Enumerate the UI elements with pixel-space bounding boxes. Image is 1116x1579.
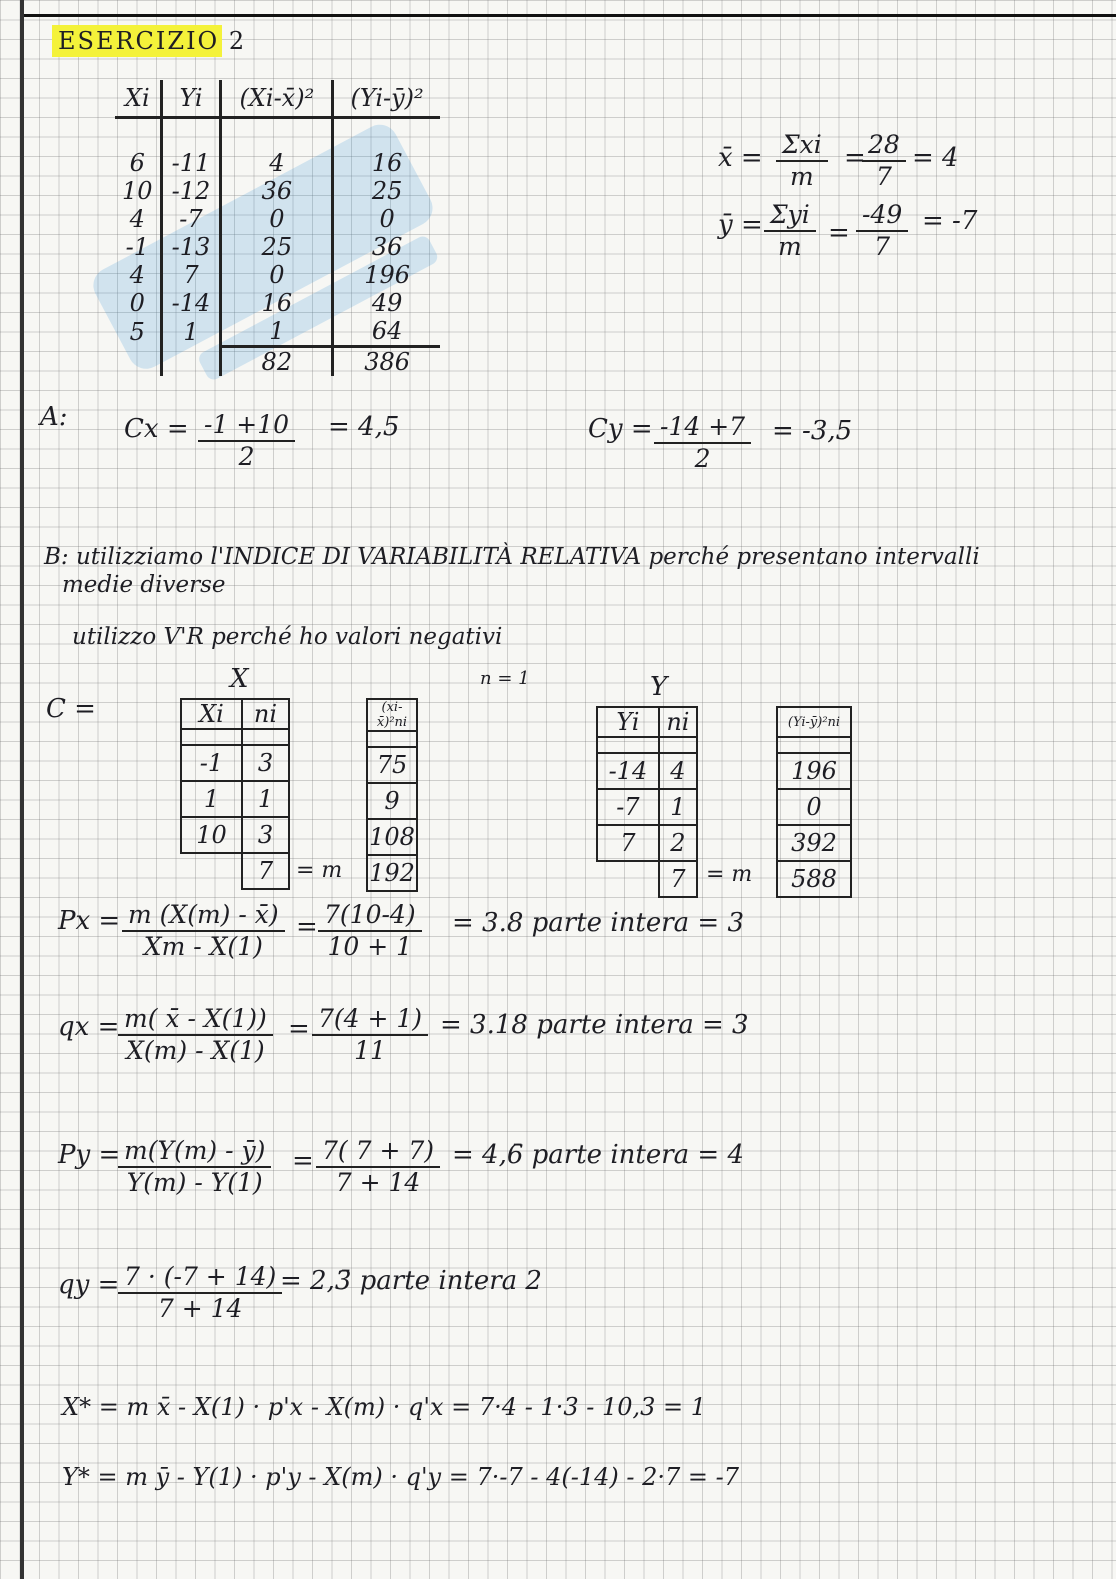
cy-frac bbox=[654, 412, 751, 474]
mean-x-lhs: x̄ = bbox=[718, 143, 763, 173]
mean-y-den2: 7 bbox=[874, 232, 891, 261]
py-num: m(Y(m) - ȳ) bbox=[118, 1136, 271, 1168]
qy-den: 7 + 14 bbox=[157, 1294, 243, 1323]
cell: -1 bbox=[181, 745, 242, 781]
x-sq-dev-table bbox=[366, 698, 418, 892]
cell: 196 bbox=[333, 261, 440, 289]
table-row bbox=[115, 149, 440, 177]
px-result: = 3.8 parte intera = 3 bbox=[452, 908, 745, 938]
table-row bbox=[115, 317, 440, 347]
cell: Xi bbox=[181, 699, 242, 729]
col-header-yi: Yi bbox=[161, 80, 221, 118]
cell: 0 bbox=[129, 289, 145, 317]
table-row bbox=[115, 289, 440, 317]
cell: ni bbox=[242, 699, 289, 729]
y-table-title: Y bbox=[650, 672, 668, 702]
qy-result: = 2,3̄ parte intera 2 bbox=[280, 1266, 542, 1296]
cell: 0 bbox=[221, 261, 333, 289]
mean-y-frac bbox=[764, 200, 816, 262]
y-eq-m: = m bbox=[706, 862, 753, 887]
cell: 6 bbox=[129, 149, 145, 177]
table-row bbox=[115, 177, 440, 205]
px-frac bbox=[122, 900, 285, 962]
cell: 16 bbox=[333, 149, 440, 177]
col-header-xi: Xi bbox=[115, 80, 161, 118]
qx-frac2 bbox=[312, 1004, 428, 1066]
part-b-line1: B: utilizziamo l'INDICE DI VARIABILITÀ RELATIVA perché presentano intervalli bbox=[44, 544, 980, 570]
mean-y-lhs: ȳ = bbox=[718, 210, 763, 240]
cell: 25 bbox=[333, 177, 440, 205]
cell: -14 bbox=[161, 289, 221, 317]
mean-x-eq: = bbox=[844, 143, 866, 173]
py-den: Y(m) - Y(1) bbox=[126, 1168, 263, 1197]
cell: 36 bbox=[333, 233, 440, 261]
py-den2: 7 + 14 bbox=[335, 1168, 421, 1197]
cell: 5 bbox=[129, 317, 145, 346]
cell: 1 bbox=[221, 317, 333, 347]
mean-y-num2: -49 bbox=[856, 200, 908, 232]
cell: 7 bbox=[597, 825, 659, 861]
cell: 9 bbox=[367, 783, 417, 819]
cx-result: = 4,5 bbox=[328, 412, 400, 442]
table-row bbox=[115, 205, 440, 233]
cell: -14 bbox=[597, 753, 659, 789]
cell: -1 bbox=[125, 233, 149, 261]
cell: 36 bbox=[221, 177, 333, 205]
cell: 2 bbox=[659, 825, 697, 861]
qy-num: 7 · (-7 + 14) bbox=[118, 1262, 282, 1294]
qx-eq: = bbox=[288, 1014, 310, 1044]
table-total-row bbox=[115, 347, 440, 377]
mean-y-den: m bbox=[778, 232, 802, 261]
cell: (Yi-ȳ)²ni bbox=[777, 707, 851, 737]
cell: 0 bbox=[221, 205, 333, 233]
cell: 1 bbox=[161, 317, 221, 347]
mean-x-num2: 28 bbox=[862, 130, 906, 162]
cell: 16 bbox=[221, 289, 333, 317]
cell: 3 bbox=[242, 745, 289, 781]
cell: 25 bbox=[221, 233, 333, 261]
px-den: Xm - X(1) bbox=[143, 932, 263, 961]
mean-x-frac bbox=[776, 130, 828, 192]
cell: -12 bbox=[161, 177, 221, 205]
cell: ni bbox=[659, 707, 697, 737]
px-eq: = bbox=[296, 912, 318, 942]
part-c-label: C = bbox=[46, 694, 96, 724]
px-num2: 7(10-4) bbox=[318, 900, 422, 932]
x-n-total: 7 bbox=[242, 853, 289, 889]
cell: 4 bbox=[659, 753, 697, 789]
cx-frac bbox=[198, 410, 295, 472]
cell: 4 bbox=[221, 149, 333, 177]
total-x-dev: 82 bbox=[221, 347, 333, 377]
qx-num: m( x̄ - X(1)) bbox=[118, 1004, 273, 1036]
mean-x-den: m bbox=[790, 162, 814, 191]
cell: 1 bbox=[181, 781, 242, 817]
page-left-edge bbox=[20, 0, 24, 1579]
cell: 196 bbox=[777, 753, 851, 789]
cell: -13 bbox=[161, 233, 221, 261]
px-lhs: Px = bbox=[58, 906, 121, 936]
cell: 4 bbox=[129, 205, 145, 233]
cell: 64 bbox=[333, 317, 440, 347]
cell: 1 bbox=[659, 789, 697, 825]
x-sq-total: 192 bbox=[367, 855, 417, 891]
px-num: m (X(m) - x̄) bbox=[122, 900, 285, 932]
cell: 7 bbox=[161, 261, 221, 289]
cell: 0 bbox=[777, 789, 851, 825]
mean-x-num: Σxi bbox=[776, 130, 828, 162]
py-num2: 7( 7 + 7) bbox=[316, 1136, 440, 1168]
part-b-line2: medie diverse bbox=[62, 572, 226, 598]
cell: -7 bbox=[597, 789, 659, 825]
mean-y-num: Σyi bbox=[764, 200, 816, 232]
cx-num: -1 +10 bbox=[198, 410, 295, 442]
y-sq-dev-table bbox=[776, 706, 852, 898]
x-eq-m: = m bbox=[296, 858, 343, 883]
y-star-line: Y* = m ȳ - Y(1) · p'y - X(m) · q'y = 7·-7 - 4(-14) - 2·7 = -7 bbox=[62, 1463, 740, 1491]
col-header-x-dev: (Xi-x̄)² bbox=[221, 80, 333, 118]
mean-y-frac2 bbox=[856, 200, 908, 262]
cx-lhs: Cx = bbox=[124, 414, 189, 444]
cell: Yi bbox=[597, 707, 659, 737]
cy-den: 2 bbox=[694, 444, 711, 473]
cell: 10 bbox=[122, 177, 153, 205]
mean-x-den2: 7 bbox=[875, 162, 892, 191]
col-header-y-dev: (Yi-ȳ)² bbox=[333, 80, 440, 118]
x-star-line: X* = m x̄ - X(1) · p'x - X(m) · q'x = 7·4 - 1·3 - 10,3 = 1 bbox=[62, 1393, 707, 1421]
qy-frac bbox=[118, 1262, 282, 1324]
qx-frac bbox=[118, 1004, 273, 1066]
cell: 75 bbox=[367, 747, 417, 783]
cell: 3 bbox=[242, 817, 289, 853]
qy-lhs: qy = bbox=[58, 1270, 120, 1300]
main-data-table bbox=[115, 80, 440, 376]
x-table-title: X bbox=[230, 664, 249, 694]
exercise-title: ESERCIZIO 2 bbox=[58, 27, 247, 55]
qx-lhs: qx = bbox=[58, 1012, 120, 1042]
px-frac2 bbox=[318, 900, 422, 962]
total-y-dev: 386 bbox=[333, 347, 440, 377]
cell: 108 bbox=[367, 819, 417, 855]
page-top-border bbox=[20, 0, 1116, 17]
table-row bbox=[115, 233, 440, 261]
py-frac2 bbox=[316, 1136, 440, 1198]
mean-x-result: = 4 bbox=[912, 143, 959, 173]
cell: 1 bbox=[242, 781, 289, 817]
cell: 10 bbox=[181, 817, 242, 853]
cell: 4 bbox=[129, 261, 145, 289]
cell: 392 bbox=[777, 825, 851, 861]
py-eq: = bbox=[292, 1146, 314, 1176]
mean-y-eq: = bbox=[828, 218, 850, 248]
part-b-line3: utilizzo V'R perché ho valori negativi bbox=[72, 624, 503, 650]
y-sq-total: 588 bbox=[777, 861, 851, 897]
x-frequency-table bbox=[180, 698, 290, 890]
cell: 49 bbox=[333, 289, 440, 317]
px-den2: 10 + 1 bbox=[327, 932, 413, 961]
cy-result: = -3,5 bbox=[772, 416, 853, 446]
py-lhs: Py = bbox=[58, 1140, 121, 1170]
part-a-label: A: bbox=[40, 402, 68, 432]
cy-num: -14 +7 bbox=[654, 412, 751, 444]
cx-den: 2 bbox=[238, 442, 255, 471]
mean-y-result: = -7 bbox=[922, 206, 978, 236]
table-row bbox=[115, 261, 440, 289]
py-result: = 4,6̄ parte intera = 4 bbox=[452, 1140, 745, 1170]
qx-den2: 11 bbox=[354, 1036, 386, 1065]
cy-lhs: Cy = bbox=[588, 414, 653, 444]
qx-den: X(m) - X(1) bbox=[126, 1036, 265, 1065]
y-frequency-table bbox=[596, 706, 698, 898]
py-frac bbox=[118, 1136, 271, 1198]
cell: -7 bbox=[161, 205, 221, 233]
cell: (xi-x̄)²ni bbox=[367, 699, 417, 731]
cell: 0 bbox=[333, 205, 440, 233]
mean-x-frac2 bbox=[862, 130, 906, 192]
n-note: n = 1 bbox=[480, 668, 530, 689]
qx-result: = 3.18 parte intera = 3 bbox=[440, 1010, 749, 1040]
y-n-total: 7 bbox=[659, 861, 697, 897]
qx-num2: 7(4 + 1) bbox=[312, 1004, 428, 1036]
cell: -11 bbox=[161, 149, 221, 177]
